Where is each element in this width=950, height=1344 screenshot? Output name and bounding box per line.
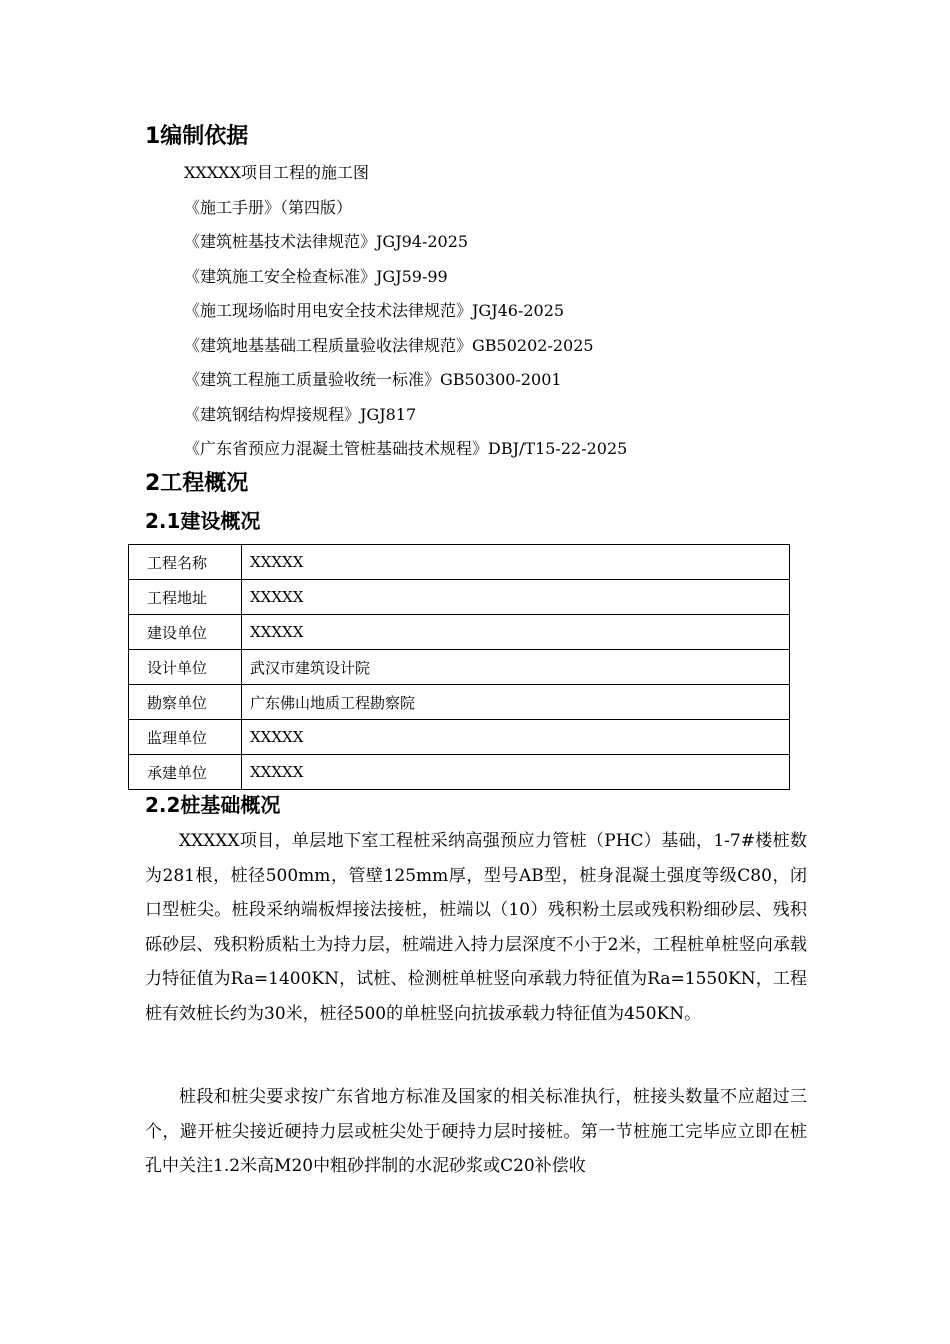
- table-cell-label: 勘察单位: [129, 685, 242, 720]
- table-row: [129, 720, 790, 755]
- subsection-title-pile-foundation: 2.2桩基础概况: [145, 793, 281, 817]
- table-cell-label: 监理单位: [129, 720, 242, 755]
- table-cell-value: XXXXX: [242, 755, 790, 790]
- table-cell-label: 工程名称: [129, 545, 242, 580]
- table-row: [129, 650, 790, 685]
- body-paragraph: XXXXX项目，单层地下室工程桩采纳高强预应力管桩（PHC）基础，1-7#楼桩数为281根，桩径500mm，管壁125mm厚，型号AB型，桩身混凝土强度等级C80，闭口型桩尖。桩段采纳端板焊接法接桩，桩端以（10）残积粉土层或残积粉细砂层、残积砾砂层、残积粉质粘土为持力层，桩端进入持力层深度不小于2米，工程桩单桩竖向承载力特征值为Ra=1400KN，试桩、检测桩单桩竖向承载力特征值为Ra=1550KN，工程桩有效桩长约为30米，桩径500的单桩竖向抗拔承载力特征值为450KN。: [145, 831, 807, 1024]
- body-paragraph: 桩段和桩尖要求按广东省地方标准及国家的相关标准执行，桩接头数量不应超过三个，避开桩尖接近硬持力层或桩尖处于硬持力层时接桩。第一节桩施工完毕应立即在桩孔中关注1.2米高M20中粗砂拌制的水泥砂浆或C20补偿收: [145, 1087, 807, 1177]
- reference-item: 《建筑地基基础工程质量验收法律规范》GB50202-2025: [184, 336, 594, 355]
- reference-item: 《建筑桩基技术法律规范》JGJ94-2025: [184, 232, 469, 251]
- table-row: [129, 685, 790, 720]
- table-cell-value: 广东佛山地质工程勘察院: [242, 685, 790, 720]
- table-cell-value: XXXXX: [242, 580, 790, 615]
- reference-item: 《建筑钢结构焊接规程》JGJ817: [184, 405, 417, 424]
- section-title-project-overview: 2工程概况: [145, 471, 249, 496]
- table-cell-label: 工程地址: [129, 580, 242, 615]
- table-row: [129, 580, 790, 615]
- reference-item: 《施工手册》（第四版）: [184, 198, 353, 217]
- table-cell-value: XXXXX: [242, 615, 790, 650]
- table-cell-label: 承建单位: [129, 755, 242, 790]
- table-row: [129, 545, 790, 580]
- reference-item: XXXXX项目工程的施工图: [184, 163, 369, 182]
- reference-item: 《施工现场临时用电安全技术法律规范》JGJ46-2025: [184, 301, 565, 320]
- table-cell-value: XXXXX: [242, 545, 790, 580]
- section-title-compilation-basis: 1编制依据: [145, 124, 249, 149]
- construction-info-table: [128, 544, 790, 790]
- table-cell-value: 武汉市建筑设计院: [242, 650, 790, 685]
- table-cell-label: 设计单位: [129, 650, 242, 685]
- table-row: [129, 755, 790, 790]
- table-cell-value: XXXXX: [242, 720, 790, 755]
- table-cell-label: 建设单位: [129, 615, 242, 650]
- reference-item: 《建筑工程施工质量验收统一标准》GB50300-2001: [184, 370, 562, 389]
- table-row: [129, 615, 790, 650]
- reference-item: 《广东省预应力混凝土管桩基础技术规程》DBJ/T15-22-2025: [184, 439, 628, 458]
- subsection-title-construction-overview: 2.1建设概况: [145, 509, 261, 533]
- reference-item: 《建筑施工安全检查标准》JGJ59-99: [184, 267, 448, 286]
